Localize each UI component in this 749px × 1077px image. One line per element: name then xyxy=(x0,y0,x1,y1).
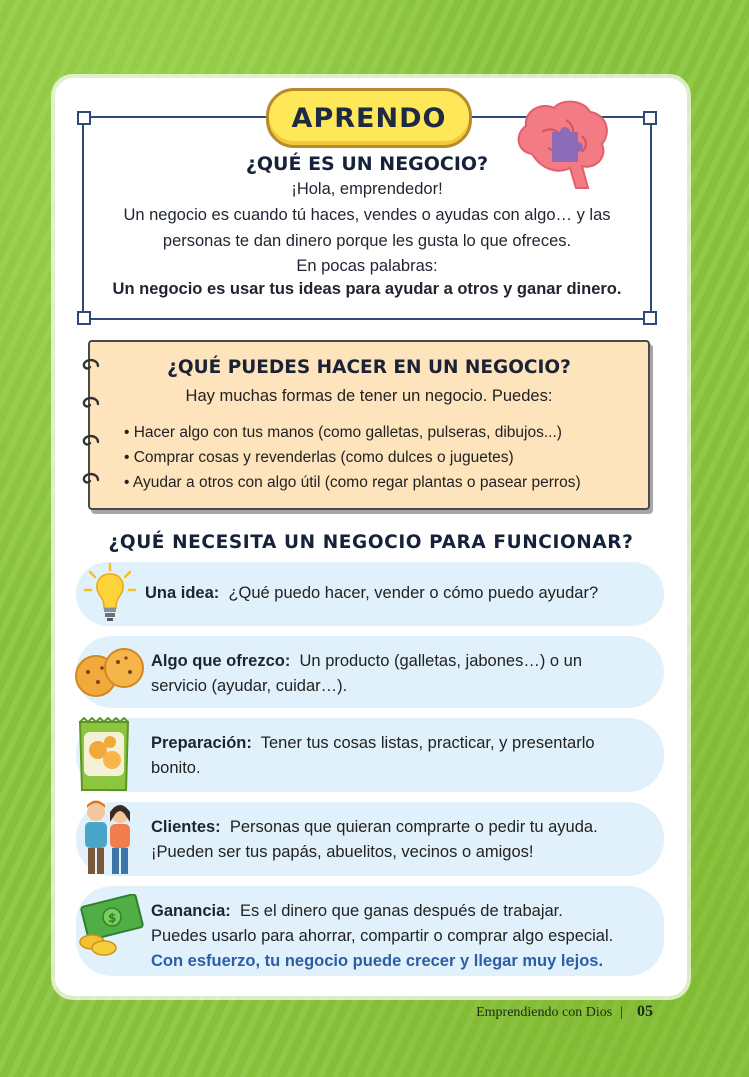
cookie-bag-icon xyxy=(76,716,132,794)
need-text: servicio (ayudar, cuidar…). xyxy=(151,677,348,695)
need-label: Algo que ofrezco: xyxy=(151,652,291,670)
list-item: • Hacer algo con tus manos (como galletas, pulseras, dibujos...) xyxy=(124,420,581,445)
list-item: • Comprar cosas y revenderlas (como dulces o juguetes) xyxy=(124,445,581,470)
need-text: Personas que quieran comprarte o pedir tu ayuda. xyxy=(229,818,598,836)
need-text: Un producto (galletas, jabones…) o un xyxy=(299,652,583,670)
need-label: Ganancia: xyxy=(151,902,231,920)
aprendo-line: personas te dan dinero porque les gusta lo que ofreces. xyxy=(162,232,572,250)
aprendo-badge: APRENDO xyxy=(266,88,472,148)
need-text: Tener tus cosas listas, practicar, y presentarlo xyxy=(260,734,595,752)
need-text: Puedes usarlo para ahorrar, compartir o comprar algo especial. xyxy=(151,927,614,945)
aprendo-line: En pocas palabras: xyxy=(296,257,438,275)
frame-corner xyxy=(77,311,91,325)
frame-corner xyxy=(77,111,91,125)
need-label: Preparación: xyxy=(151,734,252,752)
aprendo-summary: Un negocio es usar tus ideas para ayudar a otros y ganar dinero. xyxy=(112,280,622,298)
spiral-ring-icon xyxy=(80,432,102,452)
spiral-ring-icon xyxy=(80,470,102,490)
page-number: 05 xyxy=(637,1003,653,1020)
lightbulb-icon xyxy=(84,562,136,626)
need-label: Una idea: xyxy=(145,584,220,602)
book-title: Emprendiendo con Dios xyxy=(476,1005,613,1020)
need-text: ¿Qué puedo hacer, vender o cómo puedo ayudar? xyxy=(228,584,599,602)
page-footer xyxy=(476,1003,653,1021)
cookies-icon xyxy=(74,646,146,698)
svg-text:$: $ xyxy=(108,911,117,925)
aprendo-title: ¿QUÉ ES UN NEGOCIO? xyxy=(245,153,489,175)
aprendo-greeting: ¡Hola, emprendedor! xyxy=(291,180,443,198)
frame-corner xyxy=(643,311,657,325)
needs-title: ¿QUÉ NECESITA UN NEGOCIO PARA FUNCIONAR? xyxy=(108,532,634,553)
need-text: bonito. xyxy=(151,759,201,777)
options-title: ¿QUÉ PUEDES HACER EN UN NEGOCIO? xyxy=(167,357,571,378)
need-text: ¡Pueden ser tus papás, abuelitos, vecinos o amigos! xyxy=(151,843,534,861)
aprendo-line: Un negocio es cuando tú haces, vendes o ayudas con algo… y las xyxy=(123,206,611,224)
people-icon xyxy=(78,796,138,880)
list-item: • Ayudar a otros con algo útil (como regar plantas o pasear perros) xyxy=(124,470,581,495)
money-icon xyxy=(76,894,146,956)
options-intro: Hay muchas formas de tener un negocio. Puedes: xyxy=(185,387,553,405)
need-label: Clientes: xyxy=(151,818,221,836)
need-text: Es el dinero que ganas después de trabajar. xyxy=(239,902,563,920)
options-list xyxy=(124,420,581,495)
footer-separator: | xyxy=(620,1005,623,1020)
need-highlight: Con esfuerzo, tu negocio puede crecer y llegar muy lejos. xyxy=(151,952,604,970)
frame-corner xyxy=(643,111,657,125)
